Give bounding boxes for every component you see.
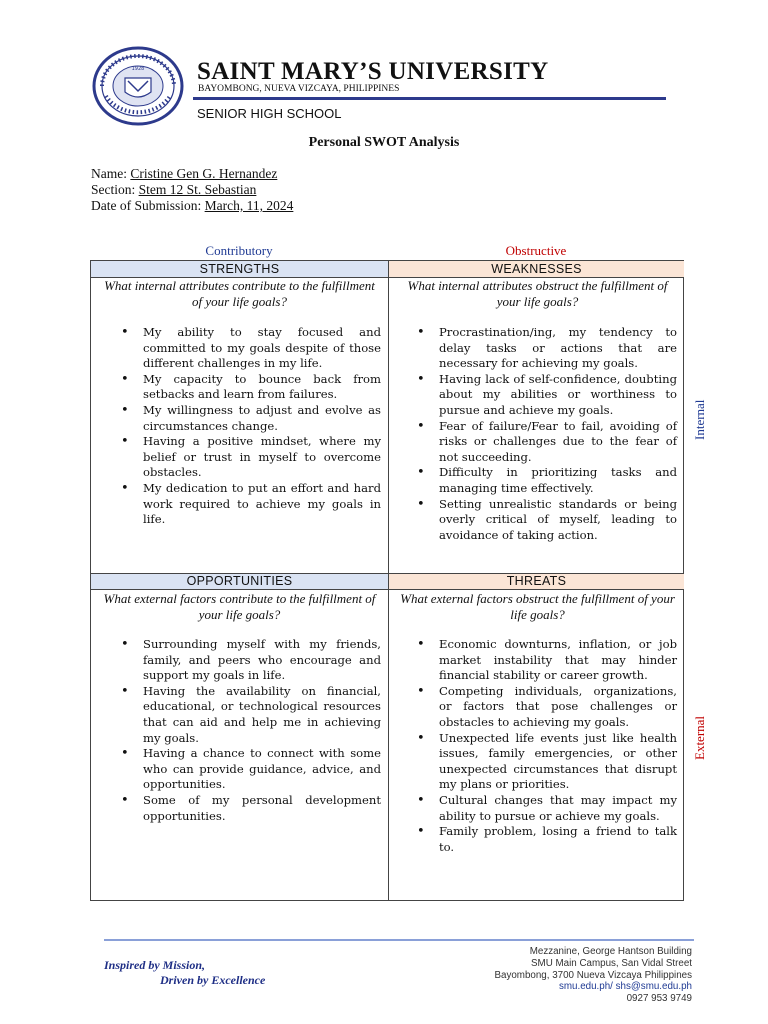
- list-item: • Procrastination/ing, my tendency to delay tasks or actions that are necessary for achieving my goals.: [411, 325, 677, 372]
- row-rule: [91, 589, 683, 590]
- department-name: SENIOR HIGH SCHOOL: [197, 106, 342, 121]
- list-item: • Having a positive mindset, where my belief or trust in myself to overcome obstacles.: [115, 434, 381, 481]
- list-item: • Family problem, losing a friend to talk to.: [411, 824, 677, 855]
- svg-text:1928: 1928: [131, 66, 145, 72]
- university-address: BAYOMBONG, NUEVA VIZCAYA, PHILIPPINES: [198, 84, 400, 94]
- student-info: [91, 166, 293, 214]
- list-item: • My ability to stay focused and committed to my goals despite of those different challenges in my life.: [115, 325, 381, 372]
- university-name: SAINT MARY’S UNIVERSITY: [197, 58, 549, 85]
- threats-heading: THREATS: [389, 574, 684, 589]
- list-item: • Having a chance to connect with some who can provide guidance, advice, and opportunities.: [115, 746, 381, 793]
- threats-question: What external factors obstruct the fulfillment of your life goals?: [400, 591, 675, 622]
- footer-rule: [104, 939, 694, 941]
- list-item: • Having the availability on financial, educational, or technological resources that can aid and help me in achieving my goals.: [115, 684, 381, 746]
- header-rule: [193, 97, 666, 100]
- footer-address: [494, 946, 692, 1005]
- list-item: • Unexpected life events just like health issues, family emergencies, or other unexpected circumstances that disrupt my plans or priorities.: [411, 731, 677, 793]
- external-label: External: [692, 715, 707, 760]
- section-line: Section: Stem 12 St. Sebastian: [91, 182, 257, 197]
- address-line: SMU Main Campus, San Vidal Street: [531, 957, 692, 969]
- name-line: Name: Cristine Gen G. Hernandez: [91, 166, 278, 181]
- motto-line-2: Driven by Excellence: [160, 973, 266, 987]
- weaknesses-list: [411, 325, 677, 543]
- list-item: • Surrounding myself with my friends, family, and peers who encourage and support my goals in life.: [115, 637, 381, 684]
- date-value: March, 11, 2024: [204, 198, 294, 213]
- name-value: Cristine Gen G. Hernandez: [130, 166, 278, 181]
- opportunities-list: [115, 637, 381, 824]
- list-item: • Fear of failure/Fear to fail, avoiding of risks or challenges due to the fear of not succeeding.: [411, 419, 677, 466]
- address-line: Bayombong, 3700 Nueva Vizcaya Philippines: [494, 969, 692, 981]
- university-seal: [88, 44, 190, 128]
- list-item: • Having lack of self-confidence, doubting about my abilities or worthiness to pursue and achieve my goals.: [411, 372, 677, 419]
- swot-table: [90, 260, 684, 901]
- weaknesses-question: What internal attributes obstruct the fulfillment of your life goals?: [407, 278, 668, 309]
- motto-line-1: Inspired by Mission,: [104, 958, 206, 972]
- obstructive-caption: Obstructive: [505, 243, 567, 258]
- opportunities-question: What external factors contribute to the fulfillment of your life goals?: [103, 591, 376, 622]
- phone-number: 0927 953 9749: [626, 993, 692, 1005]
- strengths-question: What internal attributes contribute to the fulfillment of your life goals?: [104, 278, 375, 309]
- list-item: • My willingness to adjust and evolve as circumstances change.: [115, 403, 381, 434]
- list-item: • Cultural changes that may impact my ability to pursue or achieve my goals.: [411, 793, 677, 824]
- list-item: • My capacity to bounce back from setbacks and learn from failures.: [115, 372, 381, 403]
- list-item: • Competing individuals, organizations, or factors that pose challenges or obstacles to achieving my goals.: [411, 684, 677, 731]
- weaknesses-heading: WEAKNESSES: [389, 261, 684, 277]
- strengths-heading: STRENGTHS: [91, 261, 388, 277]
- list-item: • My dedication to put an effort and hard work required to achieve my goals in life.: [115, 481, 381, 528]
- list-item: • Difficulty in prioritizing tasks and managing time effectively.: [411, 465, 677, 496]
- section-value: Stem 12 St. Sebastian: [138, 182, 257, 197]
- strengths-list: [115, 325, 381, 528]
- document-title: Personal SWOT Analysis: [308, 135, 460, 150]
- list-item: • Some of my personal development opportunities.: [115, 793, 381, 824]
- threats-list: [411, 637, 677, 855]
- address-line: Mezzanine, George Hantson Building: [529, 946, 692, 957]
- opportunities-heading: OPPORTUNITIES: [91, 574, 388, 589]
- website-email-link[interactable]: smu.edu.ph/ shs@smu.edu.ph: [558, 981, 692, 993]
- list-item: • Setting unrealistic standards or being overly critical of myself, leading to avoidance of taking action.: [411, 497, 677, 544]
- contributory-caption: Contributory: [205, 243, 273, 258]
- list-item: • Economic downturns, inflation, or job market instability that may hinder financial stability or career growth.: [411, 637, 677, 684]
- date-line: Date of Submission: March, 11, 2024: [91, 198, 294, 213]
- internal-label: Internal: [692, 399, 707, 440]
